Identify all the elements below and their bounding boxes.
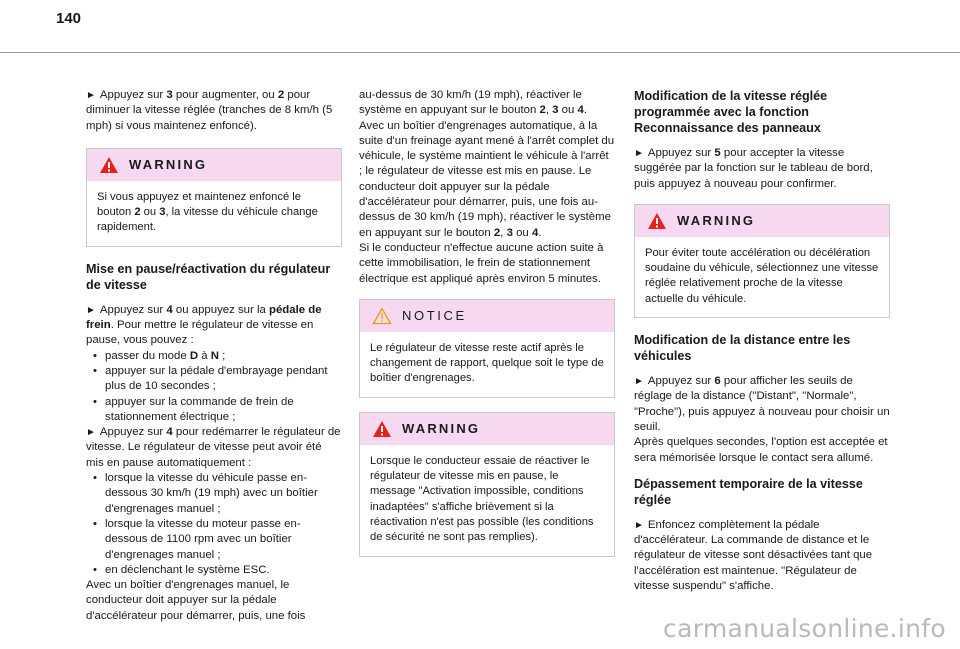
body-paragraph: Avec un boîtier d'engrenages manuel, le conducteur doit appuyer sur la pédale d'accélérateur pour démarrer, puis, une fois [86, 579, 306, 622]
instruction-paragraph: ► Appuyez sur 4 ou appuyez sur la pédale de frein. Pour mettre le régulateur de vitesse en pause, vous pouvez : [86, 303, 322, 347]
warning-text: Si vous appuyez et maintenez enfoncé le bouton 2 ou 3, la vitesse du véhicule change rapidement. [97, 190, 318, 234]
list-item: • appuyer sur la pédale d'embrayage pendant plus de 10 secondes ; [105, 364, 342, 395]
warning-text: Lorsque le conducteur essaie de réactiver le régulateur de vitesse mis en pause, le message "Activation impossible, conditions inadaptées" s'affiche brièvement si la réactivation n'est pas possible (les conditions de sécurité ne sont pas remplies). [370, 454, 594, 544]
list-item: • en déclenchant le système ESC. [105, 563, 342, 578]
warning-title: WARNING [677, 213, 756, 229]
notice-text: Le régulateur de vitesse reste actif après le changement de rapport, quelque soit le type de boîtier d'engrenages. [370, 341, 604, 385]
instruction-paragraph: ► Appuyez sur 4 pour redémarrer le régulateur de vitesse. Le régulateur de vitesse peut avoir été mis en pause automatiquement : [86, 426, 341, 469]
warning-title: WARNING [402, 421, 481, 437]
warning-box [359, 412, 615, 557]
footer-watermark: carmanualsonline.info [663, 614, 946, 643]
list-item: • lorsque la vitesse du moteur passe en-dessous de 1100 rpm avec un boîtier d'engrenages manuel ; [105, 517, 342, 563]
body-paragraph: au-dessus de 30 km/h (19 mph), réactiver le système en appuyant sur le bouton 2, 3 ou 4. [359, 89, 588, 117]
header-divider [0, 52, 960, 53]
list-item: • lorsque la vitesse du véhicule passe en-dessous 30 km/h (19 mph) avec un boîtier d'engrenages manuel ; [105, 471, 342, 517]
body-paragraph: Si le conducteur n'effectue aucune action suite à cette immobilisation, le frein de stationnement électrique est appliqué après environ 5 minutes. [359, 241, 604, 285]
column-1 [86, 88, 342, 624]
warning-box [86, 148, 342, 247]
arrow-bullet-icon: ► [86, 90, 96, 101]
bullet-list [86, 349, 342, 425]
arrow-bullet-icon: ► [86, 304, 96, 316]
warning-triangle-icon [647, 212, 667, 230]
arrow-bullet-icon: ► [86, 427, 96, 439]
notice-triangle-icon [372, 307, 392, 325]
notice-header [360, 300, 614, 332]
warning-header [360, 413, 614, 445]
list-item: • passer du mode D à N ; [105, 349, 342, 364]
arrow-bullet-icon: ► [634, 148, 644, 159]
column-2 [359, 88, 615, 571]
section-heading: Modification de la vitesse réglée programmée avec la fonction Reconnaissance des panneaux [634, 89, 828, 135]
warning-header [635, 205, 889, 237]
warning-title: WARNING [129, 157, 208, 173]
notice-title: NOTICE [402, 308, 467, 324]
column-3 [634, 88, 890, 594]
bullet-list [86, 471, 342, 578]
notice-box [359, 299, 615, 398]
instruction-paragraph: ► Appuyez sur 6 pour afficher les seuils de réglage de la distance ("Distant", "Normale", "Proche"), puis appuyez à nouveau pour choisir un seuil. [634, 375, 890, 433]
warning-text: Pour éviter toute accélération ou décélération soudaine du véhicule, sélectionnez une vitesse réglée relativement proche de la vitesse actuelle du véhicule. [645, 246, 879, 305]
body-paragraph: Avec un boîtier d'engrenages automatique, à la suite d'un freinage ayant mené à l'arrêt complet du véhicule, le système maintient le véhicule à l'arrêt ; le régulateur de vitesse est mis en pause. Le conducteur doit appuyer sur la pédale d'accélérateur pour démarrer, puis, une fois au-dessus de 30 km/h (19 mph), réactiver le système en appuyant sur le bouton 2, 3 ou 4. [359, 119, 615, 239]
list-item: • appuyer sur la commande de frein de stationnement électrique ; [105, 395, 342, 426]
arrow-bullet-icon: ► [634, 519, 644, 531]
instruction-paragraph: ► Appuyez sur 5 pour accepter la vitesse suggérée par la fonction sur le tableau de bord, puis appuyez à nouveau pour confirmer. [634, 147, 873, 190]
instruction-paragraph: ► Enfoncez complètement la pédale d'accélérateur. La commande de distance et le régulateur de vitesse sont désactivées tant que l'accélération est maintenue. "Régulateur de vitesse suspendu" s'affiche. [634, 518, 873, 593]
instruction-paragraph: ► Appuyez sur 3 pour augmenter, ou 2 pour diminuer la vitesse réglée (tranches de 8 km/h (5 mph) si vous maintenez enfoncé). [86, 89, 333, 132]
warning-header [87, 149, 341, 181]
section-heading: Dépassement temporaire de la vitesse réglée [634, 476, 863, 507]
section-heading: Mise en pause/réactivation du régulateur de vitesse [86, 261, 331, 292]
arrow-bullet-icon: ► [634, 376, 644, 388]
warning-triangle-icon [372, 420, 392, 438]
warning-box [634, 204, 890, 318]
warning-triangle-icon [99, 156, 119, 174]
page-number: 140 [56, 10, 82, 27]
body-paragraph: Après quelques secondes, l'option est acceptée et sera mémorisée lorsque le contact sera allumé. [634, 436, 888, 464]
section-heading: Modification de la distance entre les véhicules [634, 333, 851, 364]
